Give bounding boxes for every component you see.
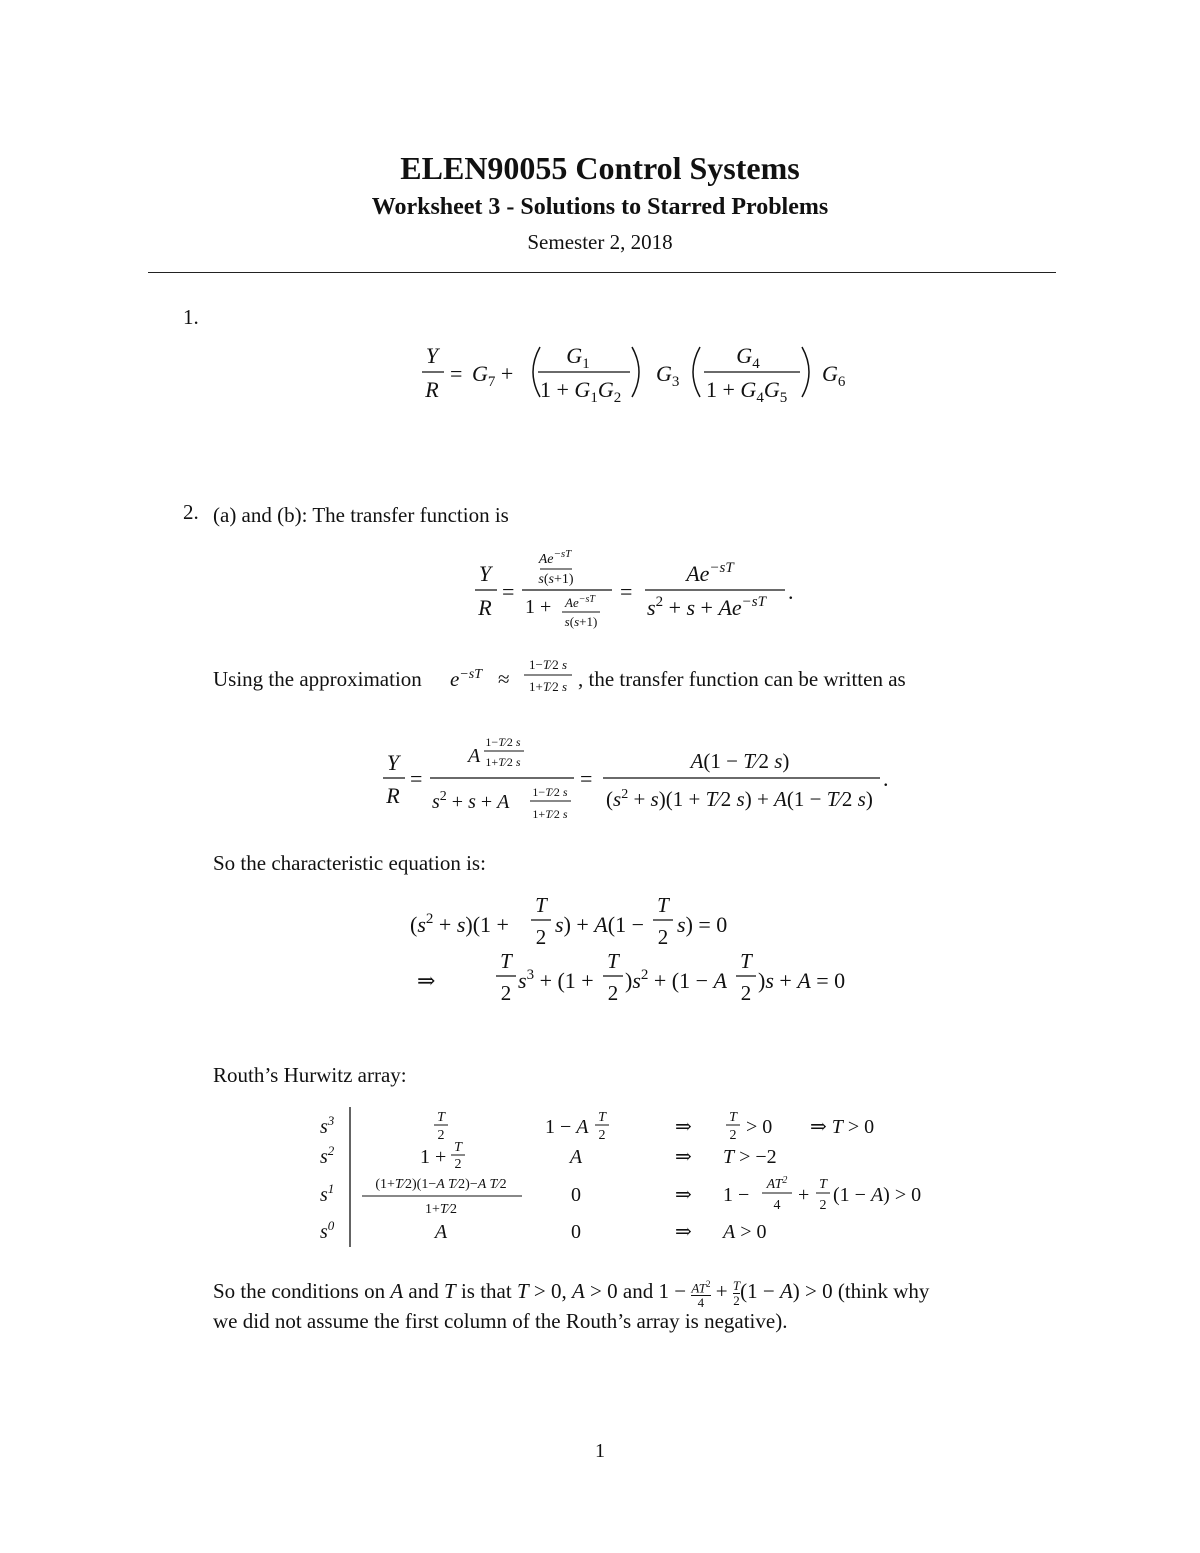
characteristic-equation-label: So the characteristic equation is:: [213, 851, 486, 875]
svg-text:T: T: [500, 949, 512, 973]
svg-text:⇒: ⇒: [675, 1184, 692, 1206]
svg-text:(1+T⁄2)(1−A T⁄2)−A T⁄2: (1+T⁄2)(1−A T⁄2)−A T⁄2: [375, 1177, 507, 1192]
svg-text:T: T: [598, 1110, 606, 1125]
svg-text:.: .: [883, 766, 889, 791]
svg-text:A(1 − T⁄2 s): A(1 − T⁄2 s): [690, 749, 790, 773]
svg-text:s) + A(1 −: s) + A(1 −: [555, 912, 644, 937]
routh-hurwitz-array: [310, 1105, 970, 1250]
svg-text:1−T⁄2 s: 1−T⁄2 s: [485, 735, 521, 749]
page-subtitle: Worksheet 3 - Solutions to Starred Problems: [371, 194, 829, 220]
svg-text:2: 2: [819, 1198, 827, 1213]
svg-text:s2 + s + Ae−sT: $s^2 + s + Ae^{-sT}$: [647, 594, 766, 620]
problem-1-number: 1.: [183, 305, 199, 329]
svg-text:T: T: [819, 1177, 827, 1192]
svg-text:A: A: [468, 745, 481, 767]
svg-text:2: 2: [500, 981, 512, 1005]
svg-text:T > −2: T > −2: [723, 1146, 777, 1168]
svg-text:2: 2: [598, 1128, 606, 1143]
svg-text:=: =: [502, 579, 515, 604]
approximation-prefix: Using the approximation: [213, 667, 422, 691]
svg-text:2: 2: [454, 1157, 462, 1172]
svg-text:> 0: > 0: [746, 1116, 773, 1138]
svg-text:2: 2: [607, 981, 619, 1005]
svg-text:(s2 + s)(1 +: $(s^2 + s)(1$ +: [410, 911, 509, 937]
svg-text:⇒: ⇒: [675, 1221, 692, 1243]
svg-text:1+T⁄2 s: 1+T⁄2 s: [532, 807, 568, 821]
svg-text:)s2 + (1 − A: )$s^2 + (1 - A$: [625, 967, 727, 993]
svg-text:Y: Y: [478, 561, 492, 586]
svg-text:0: 0: [571, 1221, 581, 1243]
header-divider: [148, 272, 1056, 273]
svg-text:R: R: [478, 595, 492, 620]
svg-text:e−sT: $e^{-sT}$: [450, 667, 483, 691]
svg-text:=: =: [580, 766, 593, 791]
svg-text:s2: $s^2$: [320, 1143, 335, 1168]
svg-text:1 +: 1 +: [420, 1146, 447, 1168]
svg-text:G1: $G_1$: [566, 343, 590, 372]
routh-array-label: Routh’s Hurwitz array:: [213, 1063, 407, 1087]
svg-text:A > 0: A > 0: [723, 1221, 767, 1243]
problem-2-intro: (a) and (b): The transfer function is: [213, 503, 509, 527]
conclusion-think-text: (think why: [837, 1279, 930, 1303]
svg-text:4: 4: [773, 1198, 781, 1213]
svg-text:s1: $s^1$: [320, 1181, 335, 1206]
svg-text:=: =: [410, 766, 423, 791]
svg-text:⇒: ⇒: [675, 1116, 692, 1138]
transfer-function-equation: [470, 545, 810, 635]
conclusion-fraction-t2: $\frac{T}{2}$: [732, 1277, 741, 1308]
svg-text:T: T: [729, 1110, 737, 1125]
pade-approximation: [448, 652, 583, 704]
svg-text:s0: $s^0$: [320, 1218, 335, 1243]
svg-text:s(s+1): s(s+1): [564, 614, 598, 629]
problem-2-number: 2.: [183, 500, 199, 524]
svg-text:Ae−sT: $Ae^{-sT}$: [686, 560, 734, 586]
page-title: ELEN90055 Control Systems: [400, 150, 800, 186]
semester-label: Semester 2, 2018: [527, 230, 673, 254]
svg-text:1−T⁄2 s: 1−T⁄2 s: [528, 657, 568, 672]
conclusion-start-text: So the conditions on: [213, 1279, 386, 1303]
approximated-transfer-function: [378, 728, 898, 833]
svg-text:T: T: [607, 949, 619, 973]
conclusion-line-2: we did not assume the first column of the Routh’s array is negative).: [213, 1309, 788, 1333]
svg-text:s3: $s^3$: [320, 1113, 335, 1138]
svg-text:R: R: [386, 783, 400, 808]
svg-text:⇒: ⇒: [417, 968, 436, 993]
problem-1-equation: [410, 335, 870, 415]
svg-text:Y: Y: [425, 343, 439, 368]
svg-text:=: =: [620, 579, 633, 604]
svg-text:⇒: ⇒: [675, 1146, 692, 1168]
svg-text:A: A: [434, 1221, 448, 1243]
svg-text:s) = 0: s) = 0: [677, 912, 728, 937]
svg-text:Y: Y: [386, 750, 400, 775]
svg-text:⇒ T > 0: ⇒ T > 0: [810, 1116, 875, 1138]
svg-text:1 + G1G2: $1 + G_1G_2$: [540, 377, 622, 406]
approximation-suffix: , the transfer function can be written as: [578, 667, 906, 691]
svg-text:G3: $G_3$: [656, 361, 680, 390]
svg-text:2: 2: [657, 925, 669, 949]
conclusion-fraction-at2: $AT^2$ 4: [691, 1278, 711, 1310]
svg-text:(s2 + s)(1 + T⁄2 s) + A(1 − T⁄: $(s^2 + s)(1$ + T⁄2 s) + A(1 − T⁄2 s): [606, 787, 873, 811]
svg-text:1+T⁄2: 1+T⁄2: [424, 1202, 458, 1217]
svg-text:1−T⁄2 s: 1−T⁄2 s: [532, 785, 568, 799]
svg-text:0: 0: [571, 1184, 581, 1206]
svg-text:T: T: [454, 1140, 462, 1155]
svg-text:=: =: [450, 361, 463, 386]
conclusion-line-1: So the conditions on A and T is that T > 0, A > 0 and $1 - AT^2$ 4 + $\frac{T}{2}$ (1 − A) > 0 (think why: [213, 1277, 930, 1310]
svg-text:Ae−sT: $Ae^{-sT}$: [565, 594, 595, 610]
svg-text:≈: ≈: [498, 667, 510, 691]
svg-text:2: 2: [740, 981, 752, 1005]
svg-text:+: +: [798, 1184, 810, 1206]
svg-text:2: 2: [535, 925, 547, 949]
svg-text:1 − A: 1 − A: [545, 1116, 589, 1138]
svg-text:2: 2: [729, 1128, 737, 1143]
svg-text:T: T: [437, 1110, 445, 1125]
svg-text:1+T⁄2 s: 1+T⁄2 s: [485, 755, 521, 769]
characteristic-equation: [405, 890, 875, 1015]
svg-text:s2 + s + A: $s^2 + s + A$: [432, 789, 510, 813]
svg-text:Ae−sT: $Ae^{-sT}$: [538, 548, 572, 567]
svg-text:A: A: [569, 1146, 583, 1168]
conclusion-and-text: and: [408, 1279, 439, 1303]
svg-text:R: R: [425, 377, 439, 402]
conclusion-is-that-text: is that: [460, 1279, 512, 1303]
svg-text:.: .: [788, 579, 794, 604]
svg-text:G7 +: $G_7$ +: [472, 361, 514, 390]
svg-text:AT2: $AT^2$: [766, 1175, 788, 1192]
svg-text:T: T: [535, 893, 547, 917]
svg-text:1 + G4G5: $1 + G_4G_5$: [706, 377, 788, 406]
svg-text:(1 − A) > 0: (1 − A) > 0: [833, 1184, 922, 1206]
svg-text:2: 2: [437, 1128, 445, 1143]
svg-text:G6: $G_6$: [822, 361, 846, 390]
svg-text:G4: $G_4$: [736, 343, 760, 372]
page-number: 1: [595, 1440, 605, 1462]
svg-text:T: T: [657, 893, 669, 917]
svg-text:1 −: 1 −: [723, 1184, 750, 1206]
svg-text:)s + A = 0: )s + A = 0: [758, 968, 846, 993]
conclusion-and-text-2: and: [622, 1279, 654, 1303]
svg-text:s(s+1): s(s+1): [538, 572, 574, 587]
svg-text:T: T: [740, 949, 752, 973]
svg-text:1 +: 1 +: [525, 596, 552, 618]
svg-text:1+T⁄2 s: 1+T⁄2 s: [528, 679, 568, 694]
svg-text:s3 + (1 +: $s^3 + (1$ +: [518, 967, 594, 993]
